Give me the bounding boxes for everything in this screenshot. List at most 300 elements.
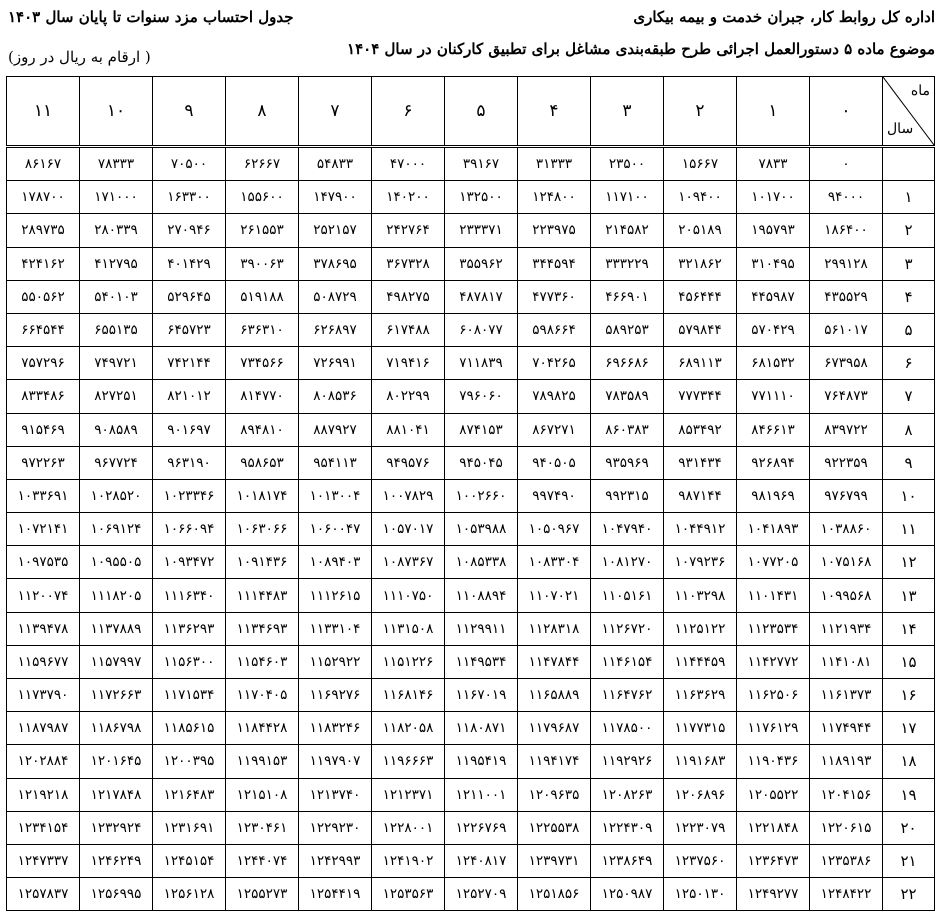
wage-cell: ۸۶۷۲۷۱ <box>518 413 591 446</box>
wage-cell: ۱۱۷۹۶۸۷ <box>518 712 591 745</box>
wage-cell: ۱۰۰۷۸۲۹ <box>372 479 445 512</box>
year-cell: ۱۴ <box>883 612 935 645</box>
wage-cell: ۹۷۶۷۹۹ <box>810 479 883 512</box>
wage-cell: ۵۴۰۱۰۳ <box>80 280 153 313</box>
wage-cell: ۱۲۰۹۶۳۵ <box>518 778 591 811</box>
year-cell: ۱۵ <box>883 645 935 678</box>
wage-cell: ۷۴۹۷۲۱ <box>80 347 153 380</box>
wage-cell: ۲۷۰۹۴۶ <box>153 214 226 247</box>
wage-cell: ۷۸۹۸۲۵ <box>518 380 591 413</box>
wage-cell: ۴۴۵۹۸۷ <box>737 280 810 313</box>
wage-cell: ۱۲۱۲۳۷۱ <box>372 778 445 811</box>
wage-cell: ۱۱۵۹۶۷۷ <box>7 645 80 678</box>
wage-cell: ۹۹۷۴۹۰ <box>518 479 591 512</box>
wage-cell: ۷۷۱۱۱۰ <box>737 380 810 413</box>
wage-cell: ۹۰۸۵۸۹ <box>80 413 153 446</box>
table-row <box>7 181 935 214</box>
wage-cell: ۱۱۱۸۲۰۵ <box>80 579 153 612</box>
wage-cell: ۹۲۶۸۹۴ <box>737 446 810 479</box>
wage-cell: ۱۰۱۳۰۰۴ <box>299 479 372 512</box>
wage-cell: ۱۲۰۶۸۹۶ <box>664 778 737 811</box>
wage-cell: ۵۷۹۸۴۴ <box>664 313 737 346</box>
wage-cell: ۱۴۷۹۰۰ <box>299 181 372 214</box>
wage-cell: ۱۱۲۱۹۳۴ <box>810 612 883 645</box>
table-row <box>7 679 935 712</box>
wage-cell: ۵۴۸۳۳ <box>299 147 372 181</box>
wage-cell: ۱۱۴۷۸۴۴ <box>518 645 591 678</box>
wage-cell: ۲۳۵۰۰ <box>591 147 664 181</box>
wage-cell: ۱۱۲۸۳۱۸ <box>518 612 591 645</box>
table-row <box>7 546 935 579</box>
wage-cell: ۹۴۰۵۰۵ <box>518 446 591 479</box>
year-cell: ۲۱ <box>883 844 935 877</box>
seniority-wage-table <box>6 76 935 911</box>
wage-cell: ۱۲۱۶۴۸۳ <box>153 778 226 811</box>
wage-cell: ۱۲۲۸۰۰۱ <box>372 811 445 844</box>
wage-cell: ۱۱۹۷۹۰۷ <box>299 745 372 778</box>
wage-cell: ۱۱۱۰۷۵۰ <box>372 579 445 612</box>
wage-cell: ۱۰۴۱۸۹۳ <box>737 513 810 546</box>
wage-cell: ۳۹۱۶۷ <box>445 147 518 181</box>
wage-cell: ۱۲۴۸۴۲۲ <box>810 878 883 911</box>
wage-cell: ۱۰۳۳۶۹۱ <box>7 479 80 512</box>
wage-cell: ۱۲۱۷۸۴۸ <box>80 778 153 811</box>
wage-cell: ۱۷۱۰۰۰ <box>80 181 153 214</box>
year-cell: ۲۰ <box>883 811 935 844</box>
wage-cell: ۸۸۱۰۴۱ <box>372 413 445 446</box>
wage-cell: ۱۱۴۶۱۵۴ <box>591 645 664 678</box>
wage-cell: ۸۲۱۰۱۲ <box>153 380 226 413</box>
wage-cell: ۱۱۶۵۸۸۹ <box>518 679 591 712</box>
wage-cell: ۶۰۸۰۷۷ <box>445 313 518 346</box>
wage-cell: ۱۱۸۳۲۴۶ <box>299 712 372 745</box>
wage-cell: ۱۱۰۳۲۹۸ <box>664 579 737 612</box>
year-cell: ۷ <box>883 380 935 413</box>
wage-cell: ۳۱۰۴۹۵ <box>737 247 810 280</box>
wage-cell: ۱۱۹۹۱۵۳ <box>226 745 299 778</box>
wage-cell: ۱۱۴۴۴۵۹ <box>664 645 737 678</box>
wage-cell: ۱۶۳۳۰۰ <box>153 181 226 214</box>
wage-cell: ۲۱۴۵۸۲ <box>591 214 664 247</box>
wage-cell: ۹۰۱۶۹۷ <box>153 413 226 446</box>
year-cell: ۸ <box>883 413 935 446</box>
wage-cell: ۱۱۸۰۸۷۱ <box>445 712 518 745</box>
wage-cell: ۸۳۳۴۸۶ <box>7 380 80 413</box>
wage-cell: ۱۱۹۱۶۸۳ <box>664 745 737 778</box>
wage-cell: ۱۲۳۹۷۳۱ <box>518 844 591 877</box>
wage-cell: ۱۲۲۹۲۳۰ <box>299 811 372 844</box>
wage-cell: ۶۳۶۳۱۰ <box>226 313 299 346</box>
wage-cell: ۸۱۴۷۷۰ <box>226 380 299 413</box>
wage-cell: ۱۱۰۵۱۶۱ <box>591 579 664 612</box>
year-cell: ۲ <box>883 214 935 247</box>
wage-cell: ۴۵۶۴۴۴ <box>664 280 737 313</box>
wage-cell: ۲۸۹۷۳۵ <box>7 214 80 247</box>
wage-cell: ۱۲۲۵۵۳۸ <box>518 811 591 844</box>
wage-cell: ۱۱۷۱۰۰ <box>591 181 664 214</box>
table-row <box>7 280 935 313</box>
wage-cell: ۱۲۴۰۸۱۷ <box>445 844 518 877</box>
wage-cell: ۹۵۸۶۵۳ <box>226 446 299 479</box>
month-header: ۳ <box>591 77 664 147</box>
table-row <box>7 147 935 181</box>
wage-cell: ۴۸۷۸۱۷ <box>445 280 518 313</box>
wage-cell: ۱۰۶۰۰۴۷ <box>299 513 372 546</box>
wage-cell: ۱۲۰۴۱۵۶ <box>810 778 883 811</box>
wage-cell: ۱۱۴۹۵۳۴ <box>445 645 518 678</box>
wage-cell: ۱۳۲۵۰۰ <box>445 181 518 214</box>
table-row <box>7 579 935 612</box>
wage-cell: ۱۱۹۲۹۲۶ <box>591 745 664 778</box>
wage-cell: ۱۲۵۷۸۳۷ <box>7 878 80 911</box>
wage-cell: ۱۲۱۱۰۰۱ <box>445 778 518 811</box>
wage-cell: ۱۰۴۷۹۴۰ <box>591 513 664 546</box>
wage-cell: ۷۵۷۲۹۶ <box>7 347 80 380</box>
month-header: ۴ <box>518 77 591 147</box>
wage-cell: ۱۰۵۷۰۱۷ <box>372 513 445 546</box>
wage-cell: ۶۵۵۱۳۵ <box>80 313 153 346</box>
wage-cell: ۱۲۵۱۸۵۶ <box>518 878 591 911</box>
wage-cell: ۳۴۴۵۹۴ <box>518 247 591 280</box>
year-cell: ۱۷ <box>883 712 935 745</box>
wage-cell: ۱۱۶۱۳۷۳ <box>810 679 883 712</box>
wage-cell: ۱۲۴۱۹۰۲ <box>372 844 445 877</box>
wage-cell: ۴۷۷۳۶۰ <box>518 280 591 313</box>
wage-cell: ۱۱۷۶۱۲۹ <box>737 712 810 745</box>
wage-cell: ۱۲۵۵۲۷۳ <box>226 878 299 911</box>
table-row <box>7 811 935 844</box>
table-row <box>7 214 935 247</box>
wage-cell: ۱۱۶۲۵۰۶ <box>737 679 810 712</box>
wage-cell: ۱۱۷۱۵۳۴ <box>153 679 226 712</box>
wage-cell: ۴۳۵۵۲۹ <box>810 280 883 313</box>
wage-cell: ۸۸۷۹۲۷ <box>299 413 372 446</box>
corner-cell <box>883 77 935 147</box>
wage-cell: ۱۰۸۹۴۰۳ <box>299 546 372 579</box>
wage-cell: ۵۲۹۶۴۵ <box>153 280 226 313</box>
wage-cell: ۸۳۹۷۲۲ <box>810 413 883 446</box>
wage-cell: ۷۸۳۳ <box>737 147 810 181</box>
wage-cell: ۱۱۶۷۰۱۹ <box>445 679 518 712</box>
wage-cell: ۱۱۷۴۹۴۴ <box>810 712 883 745</box>
corner-month-label: ماه <box>910 83 930 99</box>
wage-cell: ۱۲۵۶۱۲۸ <box>153 878 226 911</box>
wage-cell: ۱۱۴۱۰۸۱ <box>810 645 883 678</box>
month-header: ۸ <box>226 77 299 147</box>
wage-cell: ۱۱۵۶۳۰۰ <box>153 645 226 678</box>
wage-cell: ۱۱۷۷۳۱۵ <box>664 712 737 745</box>
wage-cell: ۱۱۵۲۹۲۲ <box>299 645 372 678</box>
wage-cell: ۱۴۰۲۰۰ <box>372 181 445 214</box>
wage-cell: ۱۲۳۷۵۶۰ <box>664 844 737 877</box>
wage-cell: ۸۲۷۲۵۱ <box>80 380 153 413</box>
wage-cell: ۱۰۶۹۱۲۴ <box>80 513 153 546</box>
wage-cell: ۱۲۴۸۰۰ <box>518 181 591 214</box>
wage-cell: ۱۱۲۳۵۳۴ <box>737 612 810 645</box>
month-header: ۲ <box>664 77 737 147</box>
year-cell: ۳ <box>883 247 935 280</box>
table-row <box>7 347 935 380</box>
wage-cell: ۱۰۱۷۰۰ <box>737 181 810 214</box>
wage-cell: ۶۲۶۸۹۷ <box>299 313 372 346</box>
wage-cell: ۱۲۱۳۷۴۰ <box>299 778 372 811</box>
wage-cell: ۵۶۱۰۱۷ <box>810 313 883 346</box>
table-row <box>7 778 935 811</box>
wage-cell: ۱۰۸۱۲۷۰ <box>591 546 664 579</box>
wage-cell: ۹۸۱۹۶۹ <box>737 479 810 512</box>
wage-cell: ۱۱۶۴۷۶۲ <box>591 679 664 712</box>
wage-cell: ۱۸۶۴۰۰ <box>810 214 883 247</box>
wage-cell: ۷۸۳۵۸۹ <box>591 380 664 413</box>
wage-cell: ۷۶۴۸۷۳ <box>810 380 883 413</box>
wage-cell: ۱۱۲۹۹۱۱ <box>445 612 518 645</box>
wage-cell: ۱۱۸۶۷۹۸ <box>80 712 153 745</box>
wage-cell: ۱۰۶۳۰۶۶ <box>226 513 299 546</box>
wage-cell: ۱۱۳۹۴۷۸ <box>7 612 80 645</box>
wage-cell: ۱۱۸۹۱۹۳ <box>810 745 883 778</box>
wage-cell: ۳۷۸۶۹۵ <box>299 247 372 280</box>
wage-cell: ۴۶۶۹۰۱ <box>591 280 664 313</box>
wage-cell: ۱۰۵۳۹۸۸ <box>445 513 518 546</box>
wage-cell: ۶۸۹۱۱۳ <box>664 347 737 380</box>
wage-cell: ۱۲۵۶۹۹۵ <box>80 878 153 911</box>
wage-cell: ۱۱۹۵۴۱۹ <box>445 745 518 778</box>
wage-cell: ۱۲۰۱۶۴۵ <box>80 745 153 778</box>
wage-cell: ۳۲۱۸۶۲ <box>664 247 737 280</box>
wage-cell: ۲۸۰۳۳۹ <box>80 214 153 247</box>
wage-cell: ۱۲۵۰۱۳۰ <box>664 878 737 911</box>
wage-cell: ۱۱۸۲۰۵۸ <box>372 712 445 745</box>
wage-cell: ۱۲۳۱۶۹۱ <box>153 811 226 844</box>
wage-cell: ۹۱۵۴۶۹ <box>7 413 80 446</box>
month-header: ۰ <box>810 77 883 147</box>
wage-cell: ۷۷۷۳۴۴ <box>664 380 737 413</box>
wage-cell: ۲۰۵۱۸۹ <box>664 214 737 247</box>
wage-cell: ۱۱۵۱۲۲۶ <box>372 645 445 678</box>
wage-cell: ۱۲۲۴۳۰۹ <box>591 811 664 844</box>
wage-cell: ۹۳۱۴۳۴ <box>664 446 737 479</box>
wage-cell: ۸۴۶۶۱۳ <box>737 413 810 446</box>
month-header: ۷ <box>299 77 372 147</box>
wage-cell: ۶۹۶۶۸۶ <box>591 347 664 380</box>
wage-cell: ۱۰۲۳۳۴۶ <box>153 479 226 512</box>
wage-cell: ۱۱۶۹۲۷۶ <box>299 679 372 712</box>
wage-cell: ۱۱۹۴۱۷۴ <box>518 745 591 778</box>
table-row <box>7 645 935 678</box>
wage-cell: ۱۱۷۳۷۹۰ <box>7 679 80 712</box>
wage-cell: ۸۶۱۶۷ <box>7 147 80 181</box>
wage-cell: ۱۱۲۶۷۲۰ <box>591 612 664 645</box>
wage-cell: ۹۵۴۱۱۳ <box>299 446 372 479</box>
wage-cell: ۱۱۵۴۶۰۳ <box>226 645 299 678</box>
wage-cell: ۸۶۰۳۸۳ <box>591 413 664 446</box>
wage-cell: ۱۰۸۳۳۰۴ <box>518 546 591 579</box>
wage-cell: ۶۸۱۵۳۲ <box>737 347 810 380</box>
corner-year-label: سال <box>887 121 914 137</box>
wage-cell: ۲۹۹۱۲۸ <box>810 247 883 280</box>
wage-cell: ۱۰۲۸۵۲۰ <box>80 479 153 512</box>
wage-cell: ۱۱۳۴۶۹۳ <box>226 612 299 645</box>
year-cell: ۱۸ <box>883 745 935 778</box>
wage-cell: ۱۱۷۰۴۰۵ <box>226 679 299 712</box>
year-cell: ۱۰ <box>883 479 935 512</box>
wage-cell: ۹۶۷۷۲۴ <box>80 446 153 479</box>
wage-cell: ۱۰۳۸۸۶۰ <box>810 513 883 546</box>
wage-cell: ۱۵۵۶۰۰ <box>226 181 299 214</box>
wage-cell: ۱۲۰۲۸۸۴ <box>7 745 80 778</box>
wage-cell: ۴۷۰۰۰ <box>372 147 445 181</box>
wage-cell: ۹۸۷۱۴۴ <box>664 479 737 512</box>
table-row <box>7 878 935 911</box>
wage-cell: ۷۸۳۳۳ <box>80 147 153 181</box>
wage-cell: ۱۲۲۰۶۱۵ <box>810 811 883 844</box>
wage-cell: ۱۲۳۶۴۷۳ <box>737 844 810 877</box>
wage-cell: ۱۱۸۷۹۸۷ <box>7 712 80 745</box>
wage-cell: ۱۱۸۵۶۱۵ <box>153 712 226 745</box>
wage-cell: ۱۲۴۹۲۷۷ <box>737 878 810 911</box>
wage-cell: ۱۰۷۲۱۴۱ <box>7 513 80 546</box>
wage-cell: ۱۱۷۸۵۰۰ <box>591 712 664 745</box>
wage-cell: ۶۷۳۹۵۸ <box>810 347 883 380</box>
wage-cell: ۱۱۱۶۳۴۰ <box>153 579 226 612</box>
wage-cell: ۱۱۱۲۶۱۵ <box>299 579 372 612</box>
table-row <box>7 844 935 877</box>
year-cell: ۲۲ <box>883 878 935 911</box>
year-cell: ۱ <box>883 181 935 214</box>
wage-cell: ۱۰۷۷۲۰۵ <box>737 546 810 579</box>
subject-line: موضوع ماده ۵ دستورالعمل اجرائی طرح طبقه‌بندی مشاغل برای تطبیق کارکنان در سال ۱۴۰۴ <box>347 40 935 58</box>
wage-cell: ۵۹۸۶۶۴ <box>518 313 591 346</box>
wage-cell: ۱۱۳۶۲۹۳ <box>153 612 226 645</box>
wage-cell: ۱۲۵۰۹۸۷ <box>591 878 664 911</box>
wage-cell: ۱۲۳۴۱۵۴ <box>7 811 80 844</box>
wage-cell: ۱۰۹۳۴۷۲ <box>153 546 226 579</box>
wage-cell: ۱۱۰۸۸۹۴ <box>445 579 518 612</box>
wage-cell: ۱۰۴۴۹۱۲ <box>664 513 737 546</box>
month-header: ۶ <box>372 77 445 147</box>
wage-cell: ۱۲۰۰۳۹۵ <box>153 745 226 778</box>
wage-cell: ۱۲۳۰۴۶۱ <box>226 811 299 844</box>
wage-cell: ۴۱۲۷۹۵ <box>80 247 153 280</box>
wage-cell: ۱۰۸۷۳۶۷ <box>372 546 445 579</box>
wage-cell: ۱۱۳۷۸۸۹ <box>80 612 153 645</box>
year-cell: ۱۱ <box>883 513 935 546</box>
wage-cell: ۷۰۴۲۶۵ <box>518 347 591 380</box>
wage-cell: ۱۰۹۷۵۳۵ <box>7 546 80 579</box>
wage-cell: ۵۸۹۲۵۳ <box>591 313 664 346</box>
wage-cell: ۵۷۰۴۲۹ <box>737 313 810 346</box>
wage-cell: ۷۱۹۴۱۶ <box>372 347 445 380</box>
wage-cell: ۱۰۷۵۱۶۸ <box>810 546 883 579</box>
wage-cell: ۵۰۸۷۲۹ <box>299 280 372 313</box>
wage-cell: ۱۱۶۳۶۲۹ <box>664 679 737 712</box>
table-row <box>7 513 935 546</box>
wage-cell: ۱۱۶۸۱۴۶ <box>372 679 445 712</box>
wage-cell: ۳۹۰۰۶۳ <box>226 247 299 280</box>
year-cell: ۴ <box>883 280 935 313</box>
table-row <box>7 247 935 280</box>
wage-cell: ۱۱۲۰۰۷۴ <box>7 579 80 612</box>
wage-cell: ۳۶۷۳۲۸ <box>372 247 445 280</box>
wage-cell: ۶۲۶۶۷ <box>226 147 299 181</box>
wage-cell: ۱۲۱۹۲۱۸ <box>7 778 80 811</box>
wage-cell: ۶۶۴۵۴۴ <box>7 313 80 346</box>
wage-cell: ۱۲۲۳۰۷۹ <box>664 811 737 844</box>
table-row <box>7 479 935 512</box>
wage-cell: ۱۲۵۴۴۱۹ <box>299 878 372 911</box>
wage-cell: ۲۶۱۵۵۳ <box>226 214 299 247</box>
month-header: ۹ <box>153 77 226 147</box>
table-row <box>7 712 935 745</box>
wage-cell: ۳۱۳۳۳ <box>518 147 591 181</box>
wage-cell: ۱۲۳۸۶۴۹ <box>591 844 664 877</box>
wage-cell: ۷۴۲۱۴۴ <box>153 347 226 380</box>
table-row <box>7 313 935 346</box>
month-header-row <box>7 77 935 147</box>
year-cell: ۶ <box>883 347 935 380</box>
wage-cell: ۹۲۲۳۵۹ <box>810 446 883 479</box>
wage-cell: ۹۹۲۳۱۵ <box>591 479 664 512</box>
table-row <box>7 380 935 413</box>
year-cell: ۱۲ <box>883 546 935 579</box>
month-header: ۱۱ <box>7 77 80 147</box>
wage-cell: ۳۵۵۹۶۲ <box>445 247 518 280</box>
month-header: ۵ <box>445 77 518 147</box>
unit-note: ( ارقام به ریال در روز) <box>8 48 151 66</box>
wage-cell: ۰ <box>810 147 883 181</box>
wage-cell: ۶۴۵۷۲۳ <box>153 313 226 346</box>
wage-cell: ۹۷۲۲۶۳ <box>7 446 80 479</box>
table-row <box>7 745 935 778</box>
wage-cell: ۱۹۵۷۹۳ <box>737 214 810 247</box>
wage-cell: ۱۱۳۱۵۰۸ <box>372 612 445 645</box>
wage-cell: ۲۲۳۹۷۵ <box>518 214 591 247</box>
table-row <box>7 612 935 645</box>
table-row <box>7 446 935 479</box>
month-header: ۱ <box>737 77 810 147</box>
wage-cell: ۱۲۵۳۵۶۳ <box>372 878 445 911</box>
wage-cell: ۱۱۲۵۱۲۲ <box>664 612 737 645</box>
wage-cell: ۱۲۴۶۲۴۹ <box>80 844 153 877</box>
month-header: ۱۰ <box>80 77 153 147</box>
wage-cell: ۱۲۴۲۹۹۳ <box>299 844 372 877</box>
wage-cell: ۱۲۲۶۷۶۹ <box>445 811 518 844</box>
organization-title: اداره کل روابط کار، جبران خدمت و بیمه بیکاری <box>633 8 935 26</box>
year-cell: ۱۶ <box>883 679 935 712</box>
wage-cell: ۱۰۸۵۳۳۸ <box>445 546 518 579</box>
year-cell: ۱۹ <box>883 778 935 811</box>
wage-cell: ۱۰۹۴۰۰ <box>664 181 737 214</box>
wage-cell: ۱۷۸۷۰۰ <box>7 181 80 214</box>
wage-cell: ۱۱۸۴۴۲۸ <box>226 712 299 745</box>
wage-cell: ۱۱۳۳۱۰۴ <box>299 612 372 645</box>
wage-cell: ۱۲۴۷۳۳۷ <box>7 844 80 877</box>
wage-cell: ۷۲۶۹۹۱ <box>299 347 372 380</box>
wage-cell: ۹۴۰۰۰ <box>810 181 883 214</box>
wage-cell: ۸۵۳۴۹۲ <box>664 413 737 446</box>
wage-cell: ۱۲۵۲۷۰۹ <box>445 878 518 911</box>
wage-cell: ۱۲۴۵۱۵۴ <box>153 844 226 877</box>
wage-cell: ۸۰۲۲۹۹ <box>372 380 445 413</box>
wage-cell: ۱۵۶۶۷ <box>664 147 737 181</box>
table-row <box>7 413 935 446</box>
wage-cell: ۱۰۷۹۲۳۶ <box>664 546 737 579</box>
wage-cell: ۱۲۰۵۵۲۲ <box>737 778 810 811</box>
wage-cell: ۸۹۴۸۱۰ <box>226 413 299 446</box>
year-cell: ۵ <box>883 313 935 346</box>
wage-cell: ۶۱۷۴۸۸ <box>372 313 445 346</box>
wage-cell: ۱۲۲۱۸۴۸ <box>737 811 810 844</box>
